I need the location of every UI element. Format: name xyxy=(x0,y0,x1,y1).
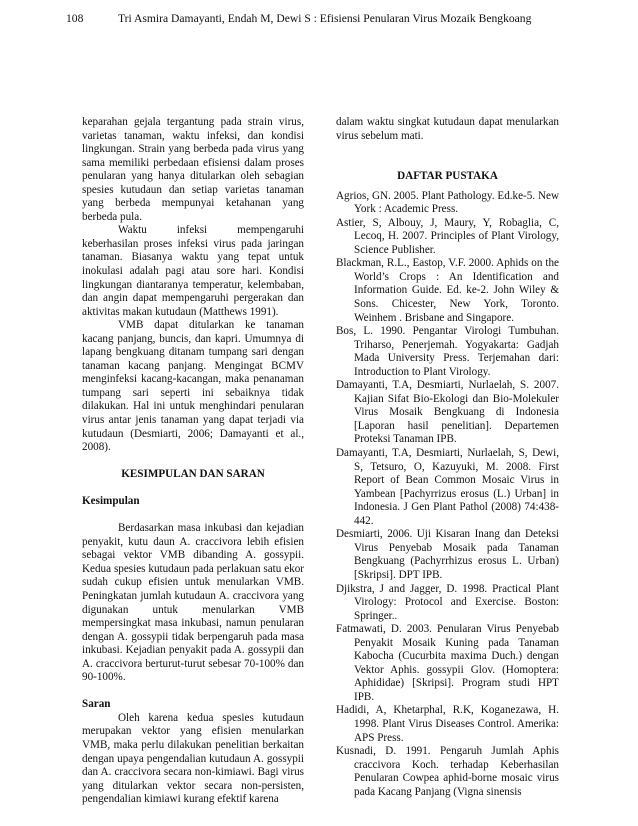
subheading-saran: Saran xyxy=(82,698,111,711)
header-text: Tri Asmira Damayanti, Endah M, Dewi S : Efisiensi Penularan Virus Mozaik Bengkoang xyxy=(118,12,532,25)
left-column xyxy=(82,116,304,807)
running-header xyxy=(66,12,578,32)
references-heading: DAFTAR PUSTAKA xyxy=(397,170,498,183)
suggestion-paragraph: Oleh karena kedua spesies kutudaun merupakan vektor yang efisien menularkan VMB, maka perlu dilakukan penelitian berkaitan dengan upaya pengendalian kutudaun A. gossypii dan A. craccivora secara non-kimiawi. Bagi virus yang ditularkan vektor secara non-persisten, pengendalian kimiawi kurang efektif karena xyxy=(82,711,304,806)
reference-entry: Agrios, GN. 2005. Plant Pathology. Ed.ke-5. New York : Academic Press. xyxy=(336,189,559,216)
page-number: 108 xyxy=(66,12,84,25)
paragraph-3: VMB dapat ditularkan ke tanaman kacang panjang, buncis, dan kapri. Umumnya di lapang bengkuang ditanam tumpang sari dengan tanaman kacang panjang. Mengingat BCMV menginfeksi kacang-kacangan, maka penanaman tumpang sari seperti ini sebaiknya tidak dilakukan. Hal ini untuk menghindari penularan virus antar jenis tanaman yang dapat terjadi via kutudaun (Desmiarti, 2006; Damayanti et al., 2008). xyxy=(82,319,304,454)
paragraph-2: Waktu infeksi mempengaruhi keberhasilan proses infeksi virus pada jaringan tanaman. Biasanya waktu yang tepat untuk inokulasi adalah pagi atau sore hari. Kondisi lingkungan diantaranya temperatur, kelembaban, dan angin dapat mempengaruhi pergerakan dan aktivitas makan kutudaun (Matthews 1991). xyxy=(82,224,304,318)
section-heading-conclusion: KESIMPULAN DAN SARAN xyxy=(121,468,265,481)
conclusion-paragraph: Berdasarkan masa inkubasi dan kejadian penyakit, kutu daun A. craccivora lebih efisien sebagai vektor VMB dibanding A. gossypii. Kedua spesies kutudaun pada perlakuan satu ekor sudah cukup efisien untuk menularkan VMB. Peningkatan jumlah kutudaun A. craccivora yang digunakan untuk menularkan VMB mempersingkat masa inkubasi, namun penularan dengan A. gossypii tidak berpengaruh pada masa inkubasi. Kejadian penyakit pada A. gossypii dan A. craccivora berturut-turut sebesar 70-100% dan 90-100%. xyxy=(82,522,304,684)
reference-entry: Damayanti, T.A, Desmiarti, Nurlaelah, S, Dewi, S, Tetsuro, O, Kazuyuki, M. 2008. First Report of Bean Common Mosaic Virus in Yambean [Pachyrrizus erosus (L.) Urban] in Indonesia. J Gen Plant Pathol (2008) 74:438-442. xyxy=(336,447,559,527)
right-column xyxy=(336,116,559,799)
reference-entry: Fatmawati, D. 2003. Penularan Virus Penyebab Penyakit Mosaik Kuning pada Tanaman Kabocha (Cucurbita maxima Duch.) dengan Vektor Aphis. gossypii Glov. (Homoptera: Aphididae) [Skripsi]. Program studi HPT IPB. xyxy=(336,623,559,703)
reference-entry: Hadidi, A, Khetarphal, R.K, Koganezawa, H. 1998. Plant Virus Diseases Control. Amerika: APS Press. xyxy=(336,704,559,744)
reference-entry: Astier, S, Albouy, J, Maury, Y, Robaglia, C, Lecoq, H. 2007. Principles of Plant Virology, Science Publisher. xyxy=(336,216,559,256)
reference-entry: Kusnadi, D. 1991. Pengaruh Jumlah Aphis craccivora Koch. terhadap Keberhasilan Penularan Cowpea aphid-borne mosaic virus pada Kacang Panjang (Vigna sinensis xyxy=(336,745,559,798)
reference-entry: Desmiarti, 2006. Uji Kisaran Inang dan Deteksi Virus Penyebab Mosaik pada Tanaman Bengkuang (Pachyrrhizus erosus L. Urban) [Skripsi]. DPT IPB. xyxy=(336,528,559,581)
reference-entry: Bos, L. 1990. Pengantar Virologi Tumbuhan. Triharso, Penerjemah. Yogyakarta: Gadjah Mada University Press. Terjemahan dari: Introduction to Plant Virology. xyxy=(336,325,559,378)
subheading-kesimpulan: Kesimpulan xyxy=(82,495,140,508)
reference-entry: Damayanti, T.A, Desmiarti, Nurlaelah, S. 2007. Kajian Sifat Bio-Ekologi dan Bio-Molekuler Virus Mosaik Bengkuang di Indonesia [Laporan hasil penelitian]. Departemen Proteksi Tanaman IPB. xyxy=(336,379,559,446)
paragraph-1: keparahan gejala tergantung pada strain virus, varietas tanaman, waktu infeksi, dan kondisi lingkungan. Strain yang berbeda pada virus yang sama memiliki perbedaan efisiensi dalam proses penularan yang hanya ditularkan oleh sebagian spesies kutudaun dan setiap varietas tanaman yang berbeda mempunyai ketahanan yang berbeda pula. xyxy=(82,116,304,223)
continued-paragraph: dalam waktu singkat kutudaun dapat menularkan virus sebelum mati. xyxy=(336,116,559,142)
reference-entry: Djikstra, J and Jagger, D. 1998. Practical Plant Virology: Protocol and Exercise. Boston: Springer.. xyxy=(336,582,559,622)
reference-entry: Blackman, R.L., Eastop, V.F. 2000. Aphids on the World’s Crops : An Identification and Information Guide. Ed. ke-2. John Wiley & Sons. Chicester, New York, Toronto. Weinhem . Brisbane and Singapore. xyxy=(336,257,559,324)
